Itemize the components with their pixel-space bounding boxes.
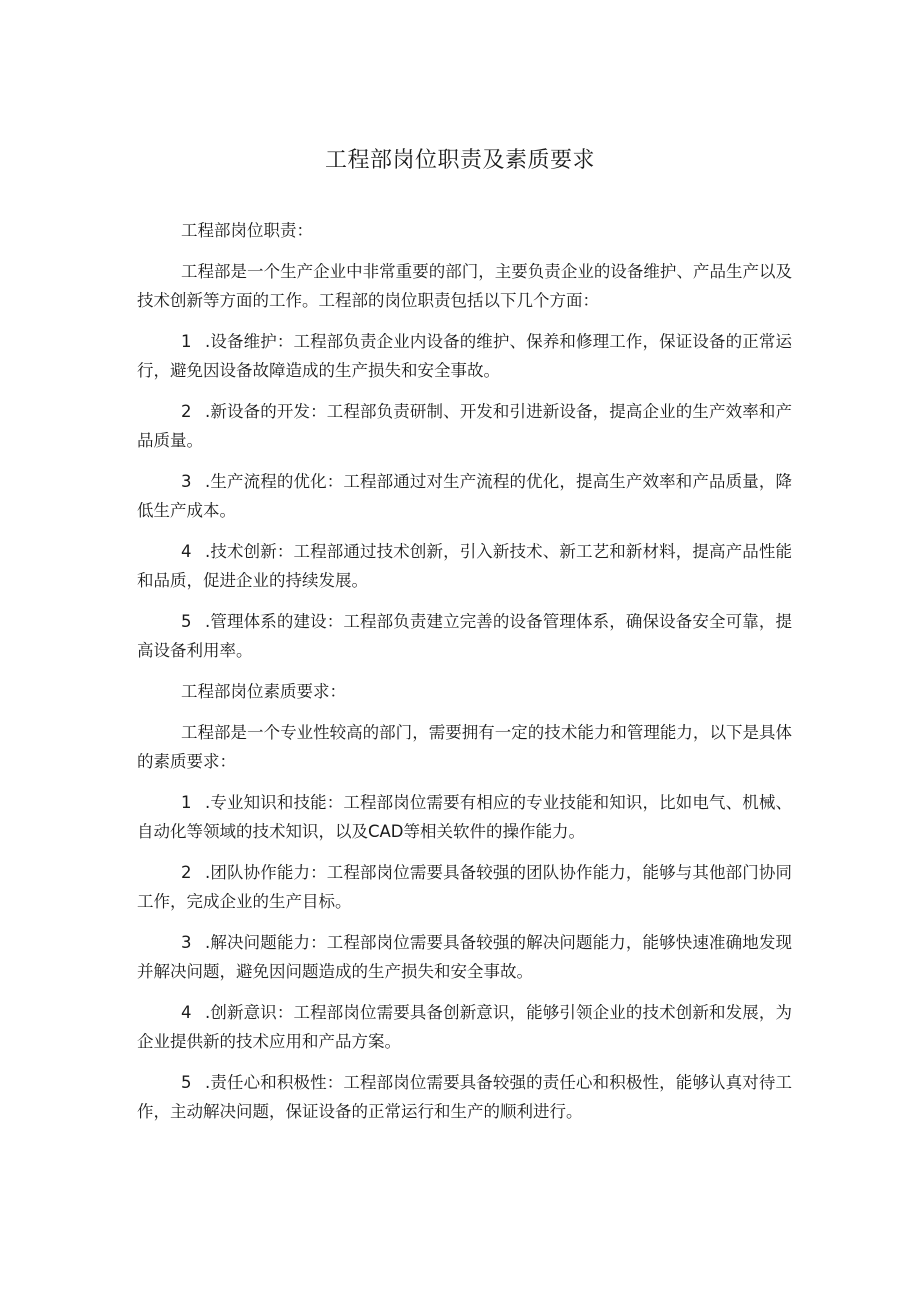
duty-item-text: .设备维护：工程部负责企业内设备的维护、保养和修理工作，保证设备的正常运行，避免因设备故障造成的生产损失和安全事故。 xyxy=(137,332,792,380)
requirement-item-number: 4 xyxy=(181,1003,192,1022)
requirement-item-text: .团队协作能力：工程部岗位需要具备较强的团队协作能力，能够与其他部门协同工作，完成企业的生产目标。 xyxy=(137,863,792,911)
duty-item-5 xyxy=(137,607,792,665)
duty-item-4 xyxy=(137,537,792,595)
requirement-item-number: 2 xyxy=(181,863,192,882)
duty-item-1 xyxy=(137,327,792,385)
requirement-item-5 xyxy=(137,1068,792,1126)
duty-item-text: .技术创新：工程部通过技术创新，引入新技术、新工艺和新材料，提高产品性能和品质，促进企业的持续发展。 xyxy=(137,542,792,590)
requirement-item-4 xyxy=(137,998,792,1056)
duty-item-text: .生产流程的优化：工程部通过对生产流程的优化，提高生产效率和产品质量，降低生产成本。 xyxy=(137,472,792,520)
duty-item-text: .管理体系的建设：工程部负责建立完善的设备管理体系，确保设备安全可靠，提高设备利用率。 xyxy=(137,612,792,660)
requirement-item-2 xyxy=(137,858,792,916)
requirement-item-text: .解决问题能力：工程部岗位需要具备较强的解决问题能力，能够快速准确地发现并解决问题，避免因问题造成的生产损失和安全事故。 xyxy=(137,933,792,981)
duty-item-number: 4 xyxy=(181,542,192,561)
section-intro-duties: 工程部是一个生产企业中非常重要的部门，主要负责企业的设备维护、产品生产以及技术创新等方面的工作。工程部的岗位职责包括以下几个方面： xyxy=(137,262,792,310)
requirement-item-number: 1 xyxy=(181,793,192,812)
section-heading-duties: 工程部岗位职责： xyxy=(181,221,313,240)
requirement-item-number: 3 xyxy=(181,933,192,952)
document-body xyxy=(137,216,792,1138)
section-intro-requirements: 工程部是一个专业性较高的部门，需要拥有一定的技术能力和管理能力，以下是具体的素质要求： xyxy=(137,723,792,771)
duty-item-number: 3 xyxy=(181,472,192,491)
duty-item-number: 1 xyxy=(181,332,192,351)
requirement-item-text: .责任心和积极性：工程部岗位需要具备较强的责任心和积极性，能够认真对待工作，主动解决问题，保证设备的正常运行和生产的顺利进行。 xyxy=(137,1073,792,1121)
duty-item-3 xyxy=(137,467,792,525)
duty-item-number: 2 xyxy=(181,402,192,421)
section-heading-requirements: 工程部岗位素质要求： xyxy=(181,682,346,701)
document-title: 工程部岗位职责及素质要求 xyxy=(324,148,595,173)
duty-item-number: 5 xyxy=(181,612,192,631)
duty-item-2 xyxy=(137,397,792,455)
requirement-item-3 xyxy=(137,928,792,986)
requirement-item-text: .专业知识和技能：工程部岗位需要有相应的专业技能和知识，比如电气、机械、自动化等领域的技术知识，以及CAD等相关软件的操作能力。 xyxy=(137,793,792,841)
requirement-item-number: 5 xyxy=(181,1073,192,1092)
duty-item-text: .新设备的开发：工程部负责研制、开发和引进新设备，提高企业的生产效率和产品质量。 xyxy=(137,402,792,450)
requirement-item-1 xyxy=(137,788,792,846)
requirement-item-text: .创新意识：工程部岗位需要具备创新意识，能够引领企业的技术创新和发展，为企业提供新的技术应用和产品方案。 xyxy=(137,1003,792,1051)
